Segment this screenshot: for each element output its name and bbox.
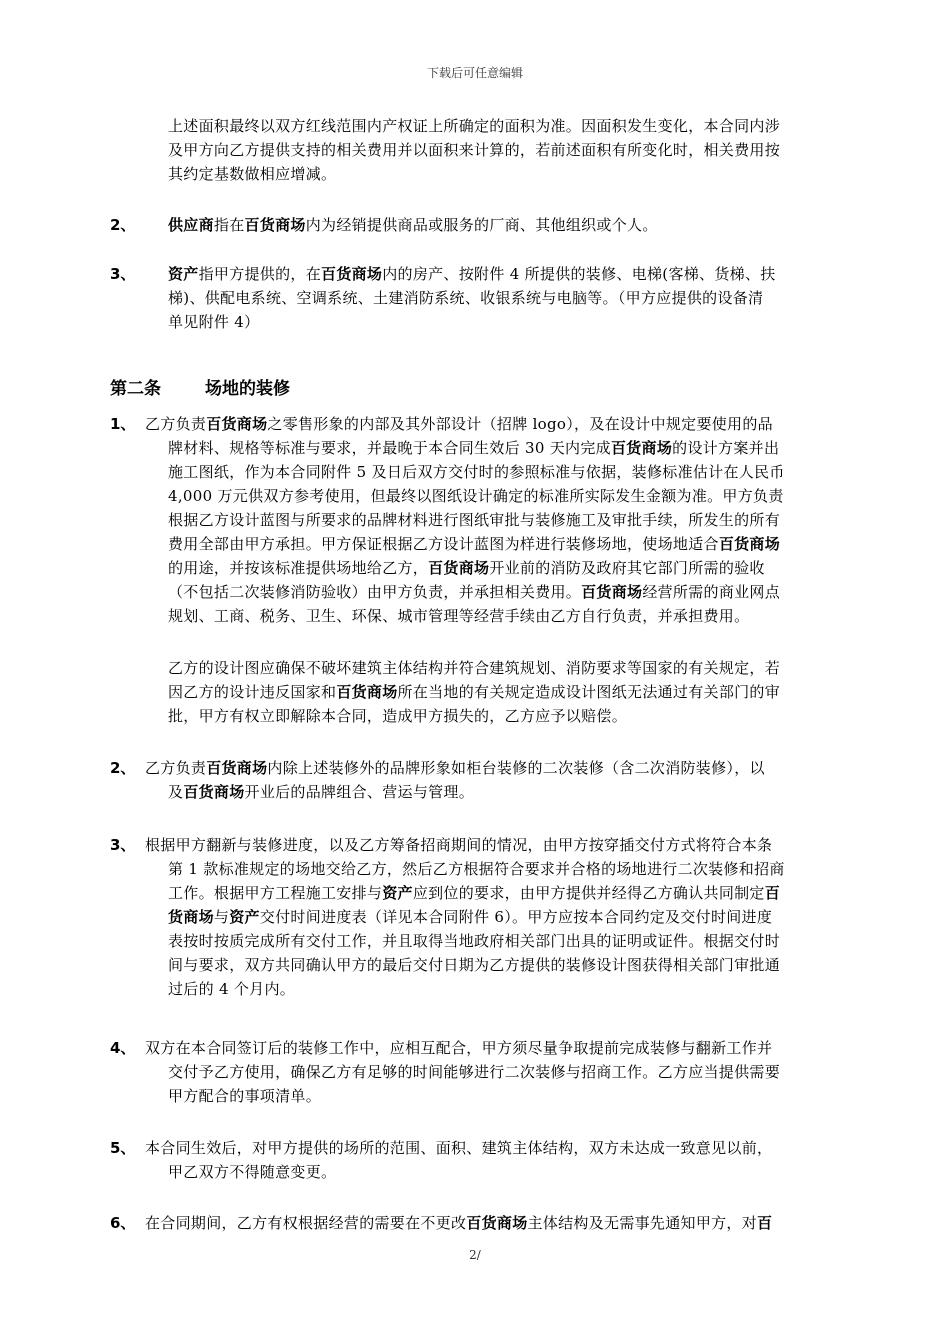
item6-number: 6、 <box>110 1214 136 1232</box>
item3-store-part: 货商场 <box>168 908 214 926</box>
item2-text: 乙方负责 <box>145 759 207 777</box>
item1-text: 牌材料、规格等标准与要求，并最晚于本合同生效后 30 天内完成 <box>168 439 611 457</box>
item1-line-3: 施工图纸，作为本合同附件 5 及日后双方交付时的参照标准与依据，装修标准估计在人民币 <box>168 463 785 481</box>
item5-line-2: 甲乙双方不得随意变更。 <box>168 1163 337 1181</box>
def3-store: 百货商场 <box>321 265 383 283</box>
item4-number: 4、 <box>110 1039 136 1057</box>
item6-text: 主体结构及无需事先通知甲方，对 <box>527 1214 758 1232</box>
item1-para2-line-3: 批，甲方有权立即解除本合同，造成甲方损失的，乙方应予以赔偿。 <box>168 707 628 725</box>
item6-store-part: 百 <box>757 1214 773 1232</box>
item1-line-6 <box>168 532 780 556</box>
def3-line-2: 梯)、供配电系统、空调系统、土建消防系统、收银系统与电脑等。（甲方应提供的设备清 <box>168 289 764 307</box>
item1-line-1 <box>145 412 773 436</box>
item1-line-5: 根据乙方设计蓝图与所要求的品牌材料进行图纸审批与装修施工及审批手续，所发生的所有 <box>168 511 781 529</box>
item6-text: 在合同期间，乙方有权根据经营的需要在不更改 <box>145 1214 467 1232</box>
store-name: 百货商场 <box>581 583 643 601</box>
page-header: 下载后可任意编辑 <box>426 66 523 80</box>
item1-line-9: 规划、工商、税务、卫生、环保、城市管理等经营手续由乙方自行负责，并承担费用。 <box>168 607 750 625</box>
item2-text: 及 <box>168 783 184 801</box>
item3-text: 工作。根据甲方工程施工安排与 <box>168 884 383 902</box>
item3-text: 与 <box>213 908 230 926</box>
item4-line-2: 交付予乙方使用，确保乙方有足够的时间能够进行二次装修与招商工作。乙方应当提供需要 <box>168 1063 781 1081</box>
item1-line-8 <box>168 580 780 604</box>
item3-line-5: 表按时按质完成所有交付工作，并且取得当地政府相关部门出具的证明或证件。根据交付时 <box>168 932 781 950</box>
def3-line-3: 单见附件 4） <box>168 313 260 331</box>
def3-term: 资产 <box>168 265 199 283</box>
def2-store: 百货商场 <box>244 216 306 234</box>
item1-line-7 <box>168 556 765 580</box>
store-name: 百货商场 <box>466 1214 528 1232</box>
item3-line-2: 第 1 款标准规定的场地交给乙方，然后乙方根据符合要求并合格的场地进行二次装修和招商 <box>168 860 785 878</box>
item1-text: 的设计方案并出 <box>672 439 780 457</box>
item3-line-1: 根据甲方翻新与装修进度，以及乙方筹备招商期间的情况，由甲方按穿插交付方式将符合本条 <box>145 836 773 854</box>
item1-line-2 <box>168 436 779 460</box>
store-name: 百货商场 <box>206 759 268 777</box>
def2-line <box>168 213 658 237</box>
item3-line-6: 间与要求，双方共同确认甲方的最后交付日期为乙方提供的装修设计图获得相关部门审批通 <box>168 956 781 974</box>
item2-text: 开业后的品牌组合、营运与管理。 <box>244 783 475 801</box>
def3-text-a: 指甲方提供的，在 <box>198 265 322 283</box>
item1-para2-line-2 <box>168 680 780 704</box>
item3-line-7: 过后的 4 个月内。 <box>168 980 296 998</box>
item1-text: 经营所需的商业网点 <box>642 583 781 601</box>
item3-line-4 <box>168 905 772 929</box>
asset-term: 资产 <box>382 884 413 902</box>
store-name: 百货商场 <box>428 559 490 577</box>
store-name: 百货商场 <box>206 415 268 433</box>
item1-para2-line-1: 乙方的设计图应确保不破坏建筑主体结构并符合建筑规划、消防要求等国家的有关规定，若 <box>168 659 781 677</box>
intro-line-2: 及甲方向乙方提供支持的相关费用并以面积来计算的，若前述面积有所变化时，相关费用按 <box>168 141 781 159</box>
intro-line-1: 上述面积最终以双方红线范围内产权证上所确定的面积为准。因面积发生变化，本合同内涉 <box>168 117 781 135</box>
item2-text: 内除上述装修外的品牌形象如柜台装修的二次装修（含二次消防装修），以 <box>267 759 765 777</box>
def2-term: 供应商 <box>168 216 214 234</box>
item3-store-part: 百 <box>764 884 781 902</box>
intro-line-3: 其约定基数做相应增减。 <box>168 165 337 183</box>
page-number: 2/ <box>469 1248 481 1262</box>
store-name: 百货商场 <box>183 783 245 801</box>
item3-text: 应到位的要求，由甲方提供并经得乙方确认共同制定 <box>412 884 765 902</box>
def3-line-1 <box>168 262 776 286</box>
item1-line-4: 4,000 万元供双方参考使用，但最终以图纸设计确定的标准所实际发生金额为准。甲方负责 <box>168 487 784 505</box>
section-title: 场地的装修 <box>205 379 290 399</box>
item6-line-1 <box>145 1211 772 1235</box>
item2-line-2 <box>168 780 474 804</box>
item3-text: 交付时间进度表（详见本合同附件 6）。甲方应按本合同约定及交付时间进度 <box>259 908 773 926</box>
def3-text-b: 内的房产、按附件 4 所提供的装修、电梯(客梯、货梯、扶 <box>382 265 776 283</box>
item2-line-1 <box>145 756 765 780</box>
def2-number: 2、 <box>110 216 136 234</box>
item3-number: 3、 <box>110 836 136 854</box>
item1-text: 开业前的消防及政府其它部门所需的验收 <box>489 559 765 577</box>
item2-number: 2、 <box>110 759 136 777</box>
def2-text-a: 指在 <box>213 216 245 234</box>
item1-number: 1、 <box>110 415 136 433</box>
item4-line-3: 甲方配合的事项清单。 <box>168 1087 322 1105</box>
item1-text: 之零售形象的内部及其外部设计（招牌 logo），及在设计中规定要使用的品 <box>267 415 773 433</box>
def3-number: 3、 <box>110 265 136 283</box>
item1-text: （不包括二次装修消防验收）由甲方负责，并承担相关费用。 <box>168 583 582 601</box>
item5-number: 5、 <box>110 1139 136 1157</box>
item1-text: 的用途，并按该标准提供场地给乙方， <box>168 559 429 577</box>
store-name: 百货商场 <box>718 535 781 553</box>
store-name: 百货商场 <box>610 439 673 457</box>
item5-line-1: 本合同生效后，对甲方提供的场所的范围、面积、建筑主体结构，双方未达成一致意见以前， <box>145 1139 773 1157</box>
def2-text-b: 内为经销提供商品或服务的厂商、其他组织或个人。 <box>305 216 658 234</box>
item1-text: 费用全部由甲方承担。甲方保证根据乙方设计蓝图为样进行装修场地，使场地适合 <box>168 535 719 553</box>
asset-term: 资产 <box>229 908 260 926</box>
para-text: 因乙方的设计违反国家和 <box>168 683 337 701</box>
para-text: 所在当地的有关规定造成设计图纸无法通过有关部门的审 <box>397 683 781 701</box>
item3-line-3 <box>168 881 780 905</box>
store-name: 百货商场 <box>336 683 398 701</box>
item4-line-1: 双方在本合同签订后的装修工作中，应相互配合，甲方须尽量争取提前完成装修与翻新工作并 <box>145 1039 773 1057</box>
item1-text: 乙方负责 <box>145 415 207 433</box>
section-number: 第二条 <box>110 379 161 399</box>
